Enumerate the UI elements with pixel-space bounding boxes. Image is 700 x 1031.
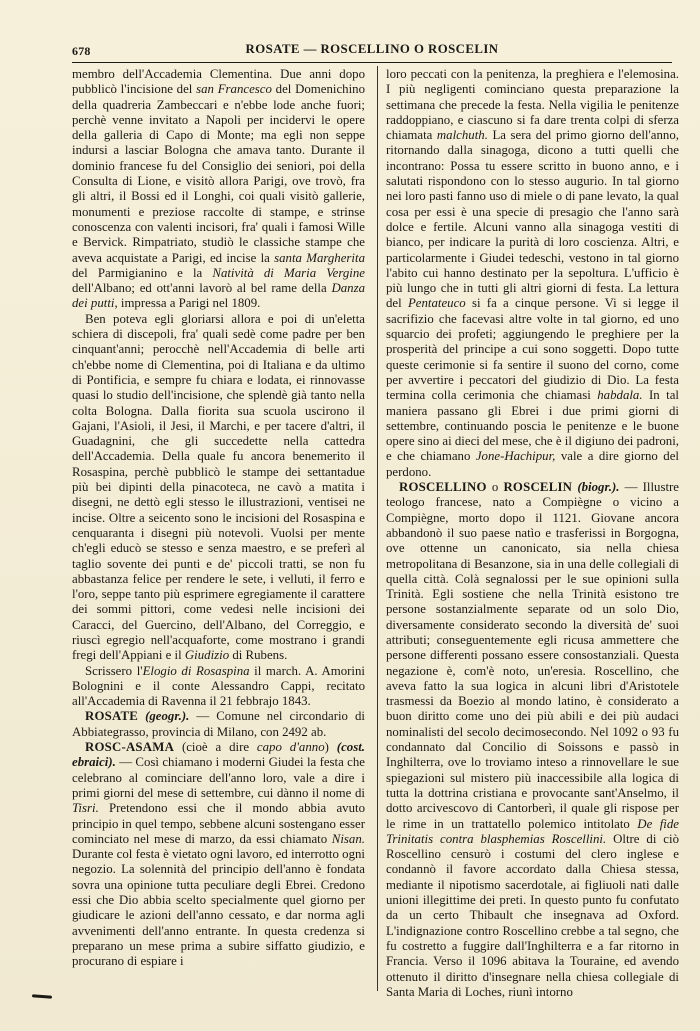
entry-headword: ROSC-ASAMA [85,740,175,755]
text-run: il march. A. Amorini Bolognini e il conte Alessandro Cappi, recitato all'Accademia di Ravenna il 21 febbrajo 1843. [72,663,365,709]
entry-roscellino [386,480,679,1000]
page-header [72,42,672,62]
column-divider [377,66,378,991]
text-run: , impressa a Parigi nel 1809. [114,296,261,311]
text-run: In tal maniera passano gli Ebrei i due primi giorni di settembre, continuando poscia le penitenze e le buone opere sino ai dieci del mese, che è il digiuno dei padroni, e che chiamano [386,388,679,464]
italic-title: san Francesco [196,82,272,97]
page-number: 678 [72,44,91,58]
text-run: Scrissero l' [85,663,143,678]
running-head: ROSATE — ROSCELLINO O ROSCELIN [245,42,499,56]
paragraph-rosaspina-continued [72,67,365,312]
header-rule [72,62,672,63]
margin-mark [32,994,52,998]
italic-title: santa Margherita [274,250,365,265]
right-column [386,67,679,1000]
text-run: del Parmigianino e la [72,265,213,280]
left-column [72,67,365,970]
text-run: dell'Albano; ed ott'anni lavorò al bel rame della [72,281,332,296]
italic-term: capo d'anno [256,740,325,755]
entry-headword: ROSCELLINO [399,480,487,495]
paragraph-rosaspina-school [72,312,365,664]
text-run: — Comune nel circondario di Abbiategrasso, provincia di Milano, con 2492 ab. [72,709,365,739]
italic-term: Jone-Hachipur, [475,449,556,464]
entry-category: (cost. ebraici). [72,740,365,770]
text-run: Ben poteva egli gloriarsi allora e poi di un'eletta schiera di discepoli, fra' quali sedè come padre per ben cinquant'anni; perocchè nell'Accademia di belle arti ch'ebbe nome di Clementina, poi di Italiana e da ultimo di Pontificia, e sempre fu chiara e lodata, ei rinnovasse quasi lo studio dell'incisione, che splendè già tanto nella colta Bologna. Dalla fiorita sua scuola uscirono il Gajani, l'Asioli, il Jesi, il Marchi, e per tacere d'altri, il Guadagnini, che gli succedette nella cattedra dell'Accademia. Della quale fu ancora benemerito il Rosaspina, perchè pubblicò le stampe dei settantadue più bei dipinti della pinacoteca, ne cavò a matita i disegni, ne dettò egli stesso le illustrazioni, ventisei ne incise. Oltre a seicento sono le incisioni del Rosaspina e cenquaranta i disegni più notevoli. Vuolsi per mente ch'egli educò se stesso e senza maestro, e se preferì al taglio sovente dei punti e de' piccoli tratti, se non fu abbastanza felice per rendere le sete, i velluti, il ferro e l'oro, seppe tanto più esprimere egregiamente il carattere dei sommi pittori, come vedesi nelle incisioni dei Caracci, del Guercino, dell'Albano, del Correggio, e riuscì egregio nell'acquaforte, come mostrano i grandi fregi dell'Appiani e il [72,311,365,663]
text-run: loro peccati con la penitenza, la preghiera e l'elemosina. I più negligenti cominciano questa preparazione la settimana che precede la festa. Nella vigilia le penitenze raddoppiano, e ciascuno si fa dare trenta colpi di sferza chiamata [386,67,679,143]
italic-title: Elogio di Rosaspina [142,663,250,678]
text-run: di Rubens. [229,648,288,663]
entry-rosate [72,709,365,740]
italic-term: Tisri. [72,801,99,816]
italic-term: habdala. [597,388,643,403]
text-run: del Domenichino della quadreria Zambeccari e n'ebbe lode anche fuori; perchè venne invitato a Napoli per incidervi le opere della galleria di Capo di Monte; ma egli non seppe indursi a lasciar Bologna che amava tanto. Durante il dominio francese fu del Consiglio dei seniori, poi della Consulta di Lione, e visitò allora Parigi, ove trovò, fra gli altri, il Bossi ed il Longhi, coi quali visitò gallerie, monumenti e preziose raccolte di stampe, e strinse conoscenza con valenti incisori, fra' quali i famosi Wille e Bervick. Rimpatriato, studiò le classiche stampe che aveva acquistate a Parigi, ed incise la [72,82,366,265]
paragraph-rosc-asama-continued [386,67,679,480]
entry-rosc-asama [72,740,365,969]
text-run: Oltre di ciò Roscellino censurò i costumi del clero inglese e condannò il favore accordato dalla Chiesa stessa, mediante il nipotismo sacerdotale, ai figliuoli nati dalle unioni illegittime dei preti. In questo punto fu confutato da un certo Thibault che insegnava ad Oxford. L'indignazione contro Roscellino crebbe a tal segno, che fu costretto a fuggire dall'Inghilterra e a far ritorno in Francia. Verso il 1096 abitava la Touraine, ed avendo ottenuto il diritto d'insegnare nella chiesa collegiale di Santa Maria di Loches, riunì intorno [386,831,679,999]
entry-headword-variant: ROSCELIN [503,480,573,495]
italic-term: malchuth. [436,128,488,143]
paragraph-rosaspina-elogio [72,664,365,710]
text-run: — Così chiamano i moderni Giudei la festa che celebrano al cominciare dell'anno loro, vale a dire i primi giorni del mese di settembre, cui dànno il nome di [72,755,365,800]
text-run: La sera del primo giorno dell'anno, ritornando dalla sinagoga, dicono a tutti quelli che incontrano: Possa tu essere scritto in buono anno, e i salutati rispondono con lo stesso augurio. In tal giorno nei loro pasti fanno uso di miele o di pane levato, la qual cosa per essi è una specie di presagio che l'anno sarà dolce e fertile. Alcuni vanno alla sinagoga vestiti di bianco, per indicare la purità di loro coscienza. Altri, e particolarmente i Giudei tedeschi, vestono in tal giorno l'abito cui hanno destinato per la sepoltura. L'ufficio è più lungo che in tutti gli altri giorni di festa. La lettura del [386,128,679,311]
text-run: membro dell'Accademia Clementina. Due anni dopo pubblicò l'incisione del [72,67,365,97]
entry-category: (geogr.). [145,709,190,724]
entry-category: (biogr.). [577,480,620,495]
italic-term: Nisan. [331,831,365,846]
text-run: o [486,480,504,495]
italic-title: Giudizio [184,648,230,663]
italic-term: Pentateuco [407,296,466,311]
text-run: si fa a cinque persone. Vi si legge il sacrifizio che facevasi altre volte in tal giorno, ed uno squarcio dei profeti; aggiungendo le preghiere per la prosperità del principe a cui sono soggetti. Dopo tutte queste cerimonie si fa sentire il suono del corno, come per avvertire i peccatori del giudizio di Dio. La festa termina colla cerimonia che chiamasi [386,296,680,403]
text-run: Pretendono essi che il mondo abbia avuto principio in quel tempo, sebbene alcuni sostengano esser cominciato nel mese di marzo, da essi chiamato [72,801,365,846]
text-run: vale a dire giorno del perdono. [386,449,679,479]
text-run: ) [324,740,337,755]
italic-title: Natività di Maria Vergine [212,265,365,280]
text-run: — Illustre teologo francese, nato a Compiègne o vicino a Compiègne, morto dopo il 1121. Giovane ancora abbandonò il suo paese natìo e trasferissi in Borgogna, ove ottenne un canonicato, sia nella chiesa metropolitana di Besanzone, sia in una delle collegiali di quella città. Colà segnalossi per le sue opinioni sulla Trinità. Egli sostiene che nella Trinità esistono tre persone sostanzialmente separate od un solo Dio, diversamente considerato secondo la diversità de' suoi attributi; conseguentemente egli ricusa ammettere che persone differenti possano essere consostanziali. Questa negazione è, com'è noto, un'eresia. Roscellino, che aveva fatto la sua logica in alcuni libri d'Aristotele trasmessi da Boezio al mondo latino, è considerato a buon diritto come uno dei più abili e dei più audaci nominalisti del secolo decimosecondo. Nel 1092 o 93 fu condannato dal Concilio di Soissons e passò in Inghilterra, ove lo troviamo inteso a rinnovellare le sue spiegazioni sul mistero più inaccessibile alla logica di tutta la dottrina cristiana e provocante sant'Anselmo, il dotto arcivescovo di Cantorberì, il quale gli rispose per le rime in un trattatello polemico intitolato [386,480,680,831]
text-run: Durante col festa è vietato ogni lavoro, ed interrotto ogni negozio. La solennità del principio dell'anno è fondata sovra una opinione tutta peculiare degli Ebrei. Credono essi che Dio abbia scelto specialmente quel giorno per giudicare le azioni dell'anno cessato, e dar norma agli avvenimenti dell'anno entrante. In questa credenza si preparano un mese prima a subire siffatto giudizio, e procurano di espiare i [72,847,365,969]
text-run: (cioè a dire [174,740,257,755]
italic-title: Danza dei putti [72,281,365,311]
entry-headword: ROSATE [85,709,139,724]
italic-title: De fide Trinitatis contra blasphemias Roscellini. [386,816,679,846]
